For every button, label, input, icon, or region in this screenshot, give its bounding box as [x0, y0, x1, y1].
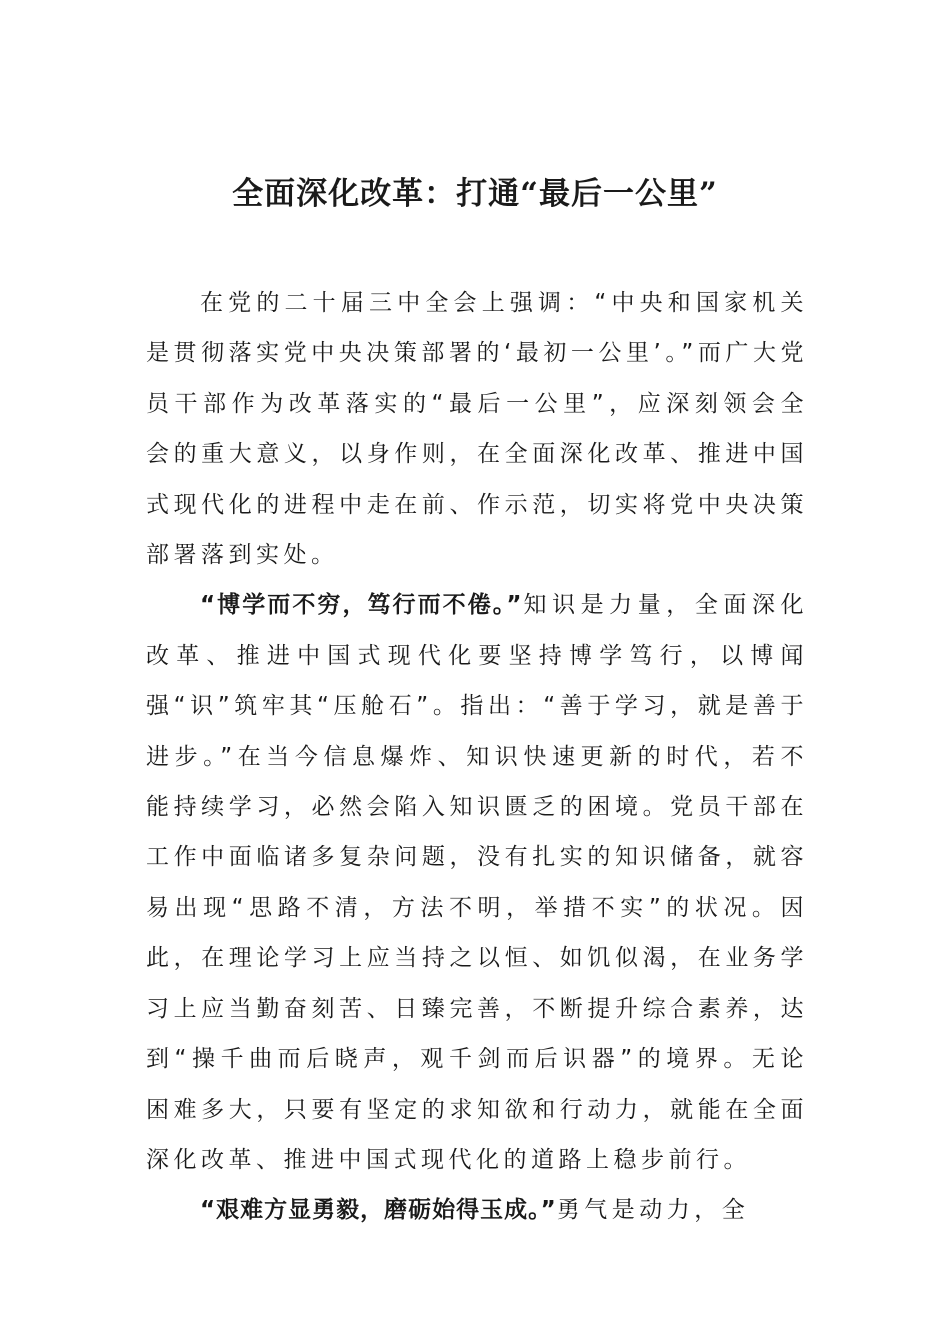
- paragraph-1: [146, 278, 808, 580]
- document-body: [146, 278, 808, 1236]
- paragraph-3-text: 勇气是动力，全: [556, 1197, 750, 1224]
- paragraph-3: [146, 1185, 808, 1235]
- document-title: 全面深化改革：打通“最后一公里”: [232, 176, 718, 212]
- paragraph-3-quote: “艰难方显勇毅，磨砺始得玉成。”: [200, 1197, 557, 1224]
- paragraph-1-text: 在党的二十届三中全会上强调：“中央和国家机关是贯彻落实党中央决策部署的‘最初一公里’。”而广大党员干部作为改革落实的“最后一公里”，应深刻领会全会的重大意义，以身作则，在全面深化改革、推进中国式现代化的进程中走在前、作示范，切实将党中央决策部署落到实处。: [146, 290, 808, 569]
- paragraph-2-quote: “博学而不穷，笃行而不倦。”: [200, 592, 523, 619]
- paragraph-2: [146, 580, 808, 1185]
- paragraph-2-text: 知识是力量，全面深化改革、推进中国式现代化要坚持博学笃行，以博闻强“识”筑牢其“压舱石”。指出：“善于学习，就是善于进步。”在当今信息爆炸、知识快速更新的时代，若不能持续学习，必然会陷入知识匮乏的困境。党员干部在工作中面临诸多复杂问题，没有扎实的知识储备，就容易出现“思路不清，方法不明，举措不实”的状况。因此，在理论学习上应当持之以恒、如饥似渴，在业务学习上应当勤奋刻苦、日臻完善，不断提升综合素养，达到“操千曲而后晓声，观千剑而后识器”的境界。无论困难多大，只要有坚定的求知欲和行动力，就能在全面深化改革、推进中国式现代化的道路上稳步前行。: [146, 592, 809, 1173]
